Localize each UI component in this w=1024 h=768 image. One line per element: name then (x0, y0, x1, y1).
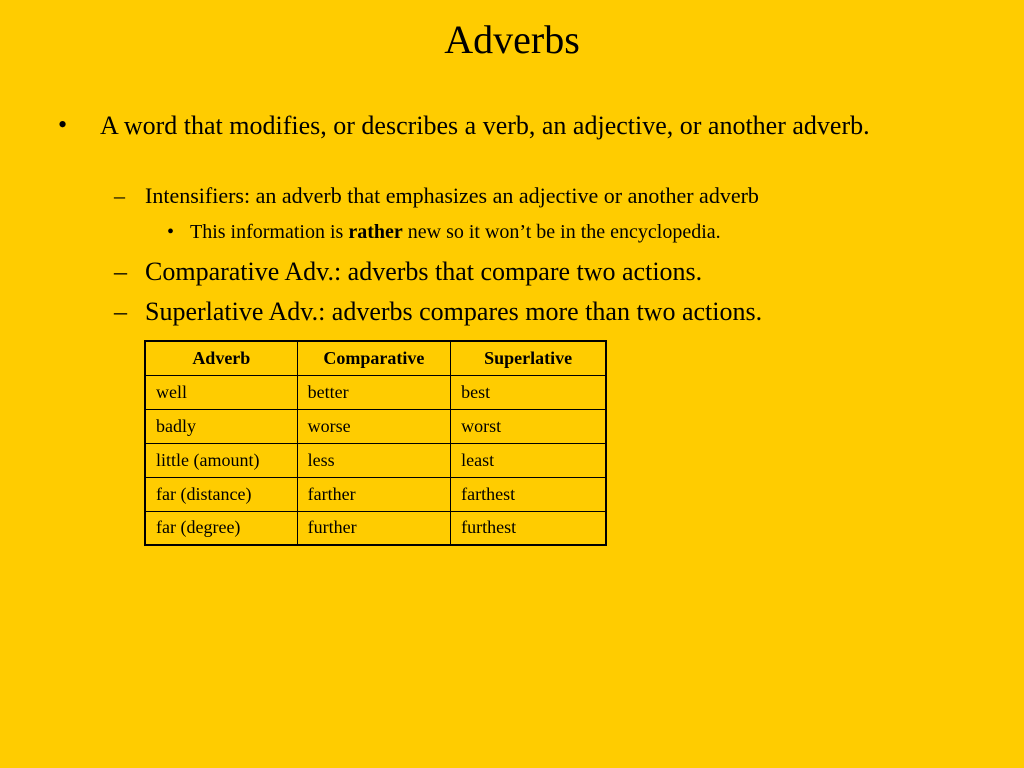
table-cell: furthest (451, 511, 606, 545)
example-emphasis: rather (348, 221, 403, 243)
table-cell: least (451, 443, 606, 477)
intensifiers-text: Intensifiers: an adverb that emphasizes an adjective or another adverb (145, 183, 759, 208)
table-cell: farthest (451, 477, 606, 511)
table-cell: worst (451, 409, 606, 443)
bullet-marker: • (58, 110, 68, 139)
table-row (145, 375, 606, 409)
table-row (145, 409, 606, 443)
table-cell: best (451, 375, 606, 409)
slide-title: Adverbs (444, 17, 580, 62)
table-cell: better (297, 375, 451, 409)
table-cell: further (297, 511, 451, 545)
table-cell: worse (297, 409, 451, 443)
table-cell: farther (297, 477, 451, 511)
column-header: Adverb (145, 341, 297, 375)
table-cell: badly (145, 409, 297, 443)
table-row (145, 443, 606, 477)
adverb-comparison-table (144, 340, 607, 546)
comparative-text: Comparative Adv.: adverbs that compare two actions. (145, 257, 703, 286)
dash-marker: – (114, 257, 127, 286)
dash-marker: – (114, 183, 125, 208)
table-cell: far (degree) (145, 511, 297, 545)
sub-bullet-marker: • (167, 221, 175, 243)
table-row (145, 477, 606, 511)
table-row (145, 511, 606, 545)
column-header: Superlative (451, 341, 606, 375)
table-cell: less (297, 443, 451, 477)
table-cell: well (145, 375, 297, 409)
dash-marker: – (114, 297, 127, 326)
table-cell: little (amount) (145, 443, 297, 477)
definition-text: A word that modifies, or describes a verb, an adjective, or another adverb. (100, 111, 870, 140)
column-header: Comparative (297, 341, 451, 375)
example-sentence (190, 219, 721, 245)
example-before: This information is (190, 221, 349, 243)
table-cell: far (distance) (145, 477, 297, 511)
superlative-text: Superlative Adv.: adverbs compares more than two actions. (145, 297, 763, 326)
example-after: new so it won’t be in the encyclopedia. (402, 221, 721, 243)
table-header-row (145, 341, 606, 375)
